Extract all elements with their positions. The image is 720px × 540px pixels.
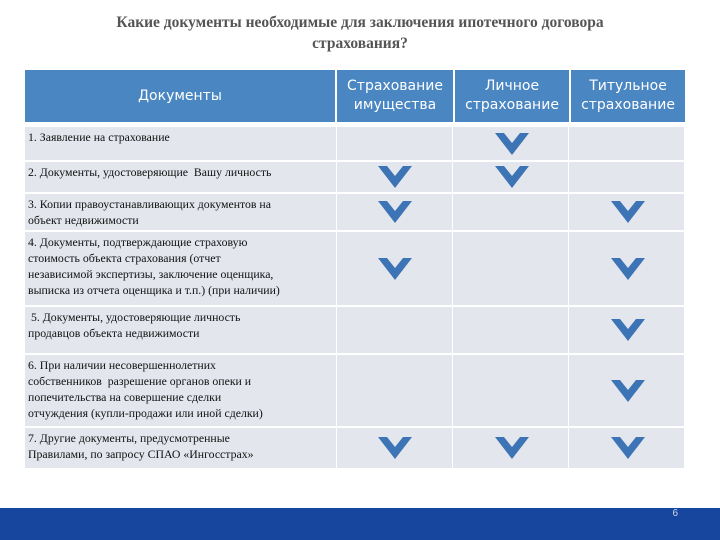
header-property-insurance (337, 70, 453, 122)
chevron-down-icon (494, 435, 530, 461)
page-number: 6 (672, 508, 678, 519)
document-text-line: объект недвижимости (28, 213, 139, 227)
document-cell (25, 232, 337, 305)
document-text-line: 2. Документы, удостоверяющие Вашу личность (28, 165, 272, 179)
header-personal-line2: страхование (465, 97, 559, 113)
titled-cell (571, 127, 685, 160)
document-text-line: 7. Другие документы, предусмотренные (28, 431, 230, 445)
chevron-down-icon (610, 317, 646, 343)
table-row (25, 428, 685, 468)
header-personal-line1: Личное (484, 78, 540, 94)
chevron-down-icon (610, 199, 646, 225)
document-text-line: отчуждения (купли-продажи или иной сделки) (28, 406, 263, 420)
chevron-down-icon (494, 131, 530, 157)
personal-cell (455, 194, 569, 230)
titled-cell (571, 232, 685, 305)
property-cell (337, 307, 453, 353)
document-cell (25, 194, 337, 230)
property-cell (337, 127, 453, 160)
document-text-line: выписка из отчета оценщика и т.п.) (при наличии) (28, 283, 280, 297)
title-line-1: Какие документы необходимые для заключения ипотечного договора (116, 14, 604, 31)
personal-cell (455, 428, 569, 468)
document-cell (25, 127, 337, 160)
property-cell (337, 162, 453, 192)
chevron-down-icon (377, 256, 413, 282)
footer-bar (0, 508, 720, 540)
document-text-line: Правилами, по запросу СПАО «Ингосстрах» (28, 447, 254, 461)
personal-cell (455, 307, 569, 353)
header-title-line1: Титульное (589, 78, 667, 94)
chevron-down-icon (377, 164, 413, 190)
header-property-line1: Страхование (347, 78, 443, 94)
chevron-down-icon (610, 256, 646, 282)
table-row (25, 127, 685, 160)
chevron-down-icon (610, 435, 646, 461)
titled-cell (571, 355, 685, 426)
personal-cell (455, 162, 569, 192)
header-title-line2: страхование (581, 97, 675, 113)
table-row (25, 232, 685, 305)
property-cell (337, 355, 453, 426)
title-line-2: страхования? (312, 35, 408, 52)
document-cell (25, 355, 337, 426)
document-text-line: 1. Заявление на страхование (28, 130, 170, 144)
property-cell (337, 428, 453, 468)
header-personal-insurance (455, 70, 569, 122)
chevron-down-icon (610, 378, 646, 404)
chevron-down-icon (377, 199, 413, 225)
table-row (25, 194, 685, 230)
personal-cell (455, 232, 569, 305)
titled-cell (571, 428, 685, 468)
header-title-insurance (571, 70, 685, 122)
personal-cell (455, 127, 569, 160)
header-property-line2: имущества (353, 97, 437, 113)
document-text-line: 5. Документы, удостоверяющие личность (28, 310, 241, 324)
table-row (25, 162, 685, 192)
page-title (0, 12, 720, 54)
personal-cell (455, 355, 569, 426)
header-documents-label: Документы (138, 87, 222, 104)
titled-cell (571, 162, 685, 192)
property-cell (337, 194, 453, 230)
document-text-line: стоимость объекта страхования (отчет (28, 251, 221, 265)
chevron-down-icon (377, 435, 413, 461)
document-text-line: независимой экспертизы, заключение оценщика, (28, 267, 274, 281)
document-text-line: продавцов объекта недвижимости (28, 326, 200, 340)
header-documents (25, 70, 335, 122)
document-text-line: собственников разрешение органов опеки и (28, 374, 252, 388)
chevron-down-icon (494, 164, 530, 190)
table-row (25, 355, 685, 426)
titled-cell (571, 194, 685, 230)
document-text-line: 4. Документы, подтверждающие страховую (28, 235, 248, 249)
property-cell (337, 232, 453, 305)
titled-cell (571, 307, 685, 353)
table-row (25, 307, 685, 353)
document-cell (25, 307, 337, 353)
document-text-line: попечительства на совершение сделки (28, 390, 222, 404)
document-cell (25, 162, 337, 192)
document-text-line: 6. При наличии несовершеннолетних (28, 358, 216, 372)
document-cell (25, 428, 337, 468)
document-text-line: 3. Копии правоустанавливающих документов на (28, 197, 271, 211)
